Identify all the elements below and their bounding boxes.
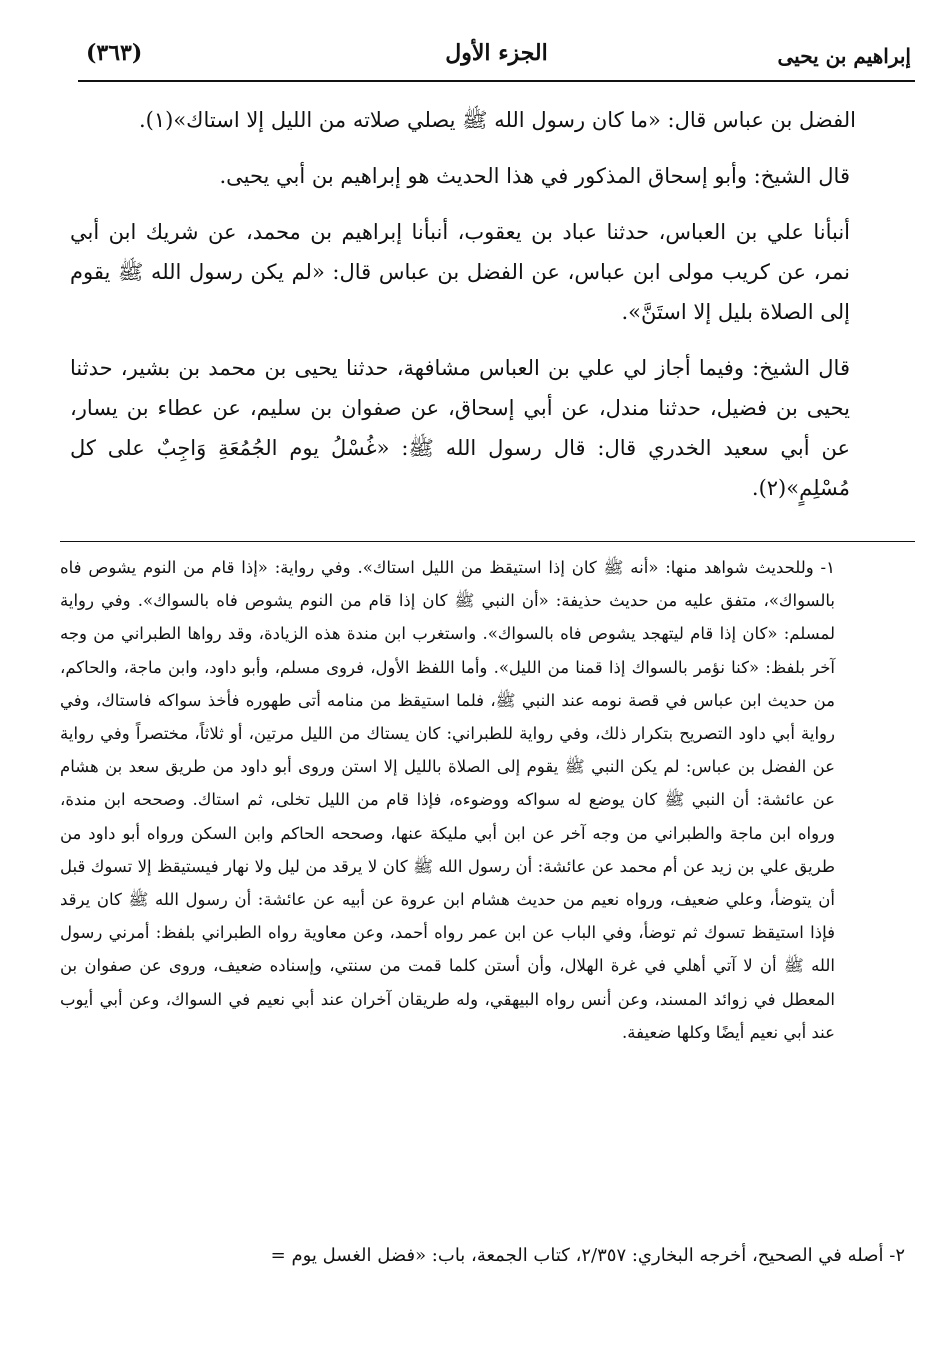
paragraph-1: الفضل بن عباس قال: «ما كان رسول الله ﷺ يصلي صلاته من الليل إلا استاك»(١). — [138, 108, 856, 132]
footnote-divider — [60, 541, 915, 542]
footnote-2: ٢- أصله في الصحيح، أخرجه البخاري: ٢/٣٥٧، كتاب الجمعة، باب: «فضل الغسل يوم = — [270, 1245, 905, 1266]
volume-label: الجزء الأول — [445, 40, 548, 66]
footnotes — [60, 551, 835, 1049]
paragraph-2: قال الشيخ: وأبو إسحاق المذكور في هذا الحديث هو إبراهيم بن أبي يحيى. — [219, 164, 850, 188]
paragraph-3: أنبأنا علي بن العباس، حدثنا عباد بن يعقوب، أنبأنا إبراهيم بن محمد، عن شريك ابن أبي نمر، عن كريب مولى ابن عباس، عن الفضل بن عباس قال: «لم يكن رسول الله ﷺ يقوم إلى الصلاة بليل إلا استَنَّ». — [70, 220, 850, 324]
page-number: (٣٦٣) — [86, 40, 143, 66]
main-text — [70, 100, 856, 524]
page-header — [78, 36, 915, 82]
footnote-1: ١- وللحديث شواهد منها: «أنه ﷺ كان إذا استيقظ من الليل استاك». وفي رواية: «إذا قام من النوم يشوص فاه بالسواك»، متفق عليه من حديث حذيفة: «أن النبي ﷺ كان إذا قام من النوم يشوص فاه بالسواك». وفي رواية لمسلم: «كان إذا قام ليتهجد يشوص فاه بالسواك». واستغرب ابن مندة هذه الزيادة، وقد رواها الطبراني من وجه آخر بلفظ: «كنا نؤمر بالسواك إذا قمنا من الليل». وأما اللفظ الأول، فروى مسلم، وأبو داود، وابن ماجة، والحاكم، من حديث ابن عباس في قصة نومه عند النبي ﷺ، فلما استيقظ من منامه أتى طهوره فأخذ سواكه فاستاك، وفي رواية أبي داود التصريح بتكرار ذلك، وفي رواية للطبراني: كان يستاك من الليل مرتين، أو ثلاثاً، مختصراً وفي رواية عن الفضل بن عباس: لم يكن النبي ﷺ يقوم إلى الصلاة بالليل إلا استن وروى أبو داود من طريق سعد بن هشام عن عائشة: أن النبي ﷺ كان يوضع له سواكه ووضوءه، فإذا قام من الليل تخلى، ثم استاك. وصححه ابن مندة، ورواه ابن ماجة والطبراني من وجه آخر عن ابن أبي مليكة عنها، وصححه الحاكم وابن السكن ورواه أبو داود من طريق علي بن زيد عن أم محمد عن عائشة: أن رسول الله ﷺ كان لا يرقد من ليل ولا نهار فيستيقظ إلا تسوك قبل أن يتوضأ، وعلي ضعيف، ورواه نعيم من حديث هشام ابن عروة عن أبيه عن عائشة: أن رسول الله ﷺ كان يرقد فإذا استيقظ تسوك ثم توضأ، وفي الباب عن ابن عمر رواه أحمد، وعن معاوية رواه الطبراني بلفظ: أمرني رسول الله ﷺ أن لا آتي أهلي في غرة الهلال، وأن أستن كلما قمت من سنتي، وإسناده ضعيف، وروى عن صفوان بن المعطل في زوائد المسند، وعن أنس رواه البيهقي، وله طريقان آخران عند أبي نعيم في السواك، وعن أبي أيوب عند أبي نعيم أيضًا وكلها ضعيفة. — [60, 558, 835, 1042]
paragraph-4: قال الشيخ: وفيما أجاز لي علي بن العباس مشافهة، حدثنا يحيى بن محمد بن بشير، حدثنا يحيى بن فضيل، حدثنا مندل، عن أبي إسحاق، عن صفوان بن سليم، عن عطاء بن يسار، عن أبي سعيد الخدري قال: قال رسول الله ﷺ: «غُسْلُ يوم الجُمُعَةِ وَاجِبٌ على كل مُسْلِمٍ»(٢). — [70, 356, 850, 500]
running-title: إبراهيم بن يحيى — [777, 44, 911, 68]
